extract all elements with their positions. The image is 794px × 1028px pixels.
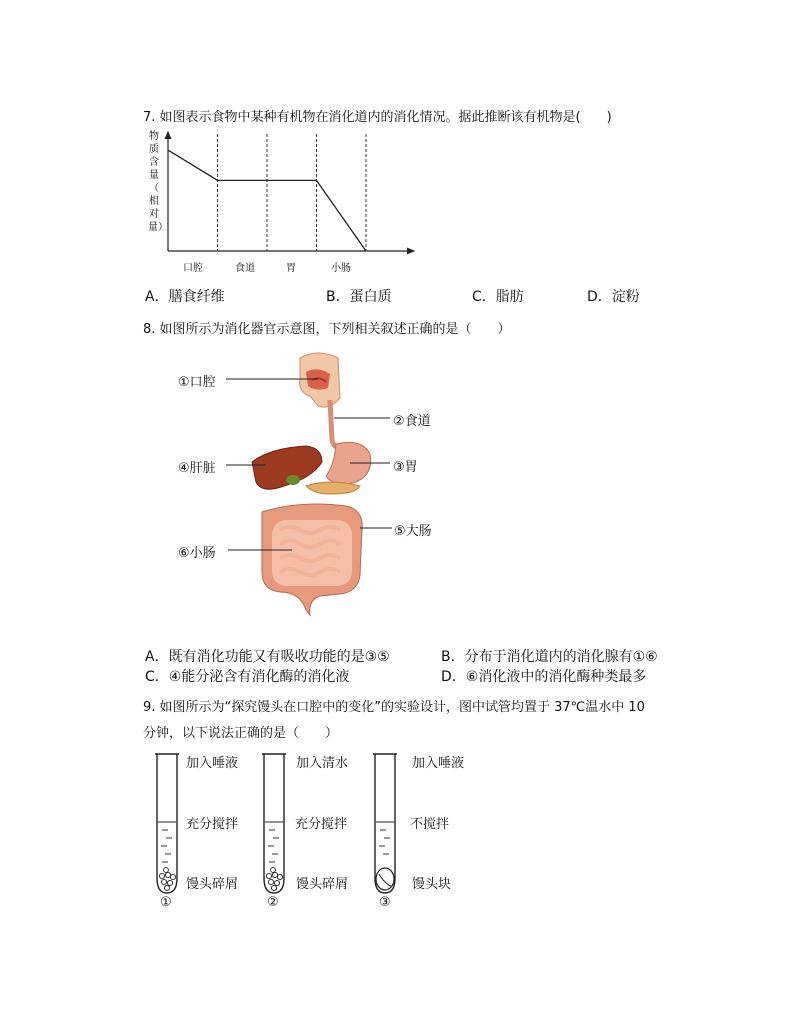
q8-stem: 8. 如图所示为消化器官示意图，下列相关叙述正确的是（ ）: [143, 322, 511, 337]
q9-stem-line2: 分钟，以下说法正确的是（ ）: [143, 726, 339, 741]
label-esophagus: ②食道: [393, 414, 431, 429]
q9-stem-line1: 9. 如图所示为“探究馒头在口腔中的变化”的实验设计，图中试管均置于 37℃温水中 10: [143, 700, 645, 715]
ylabel-char: 物: [149, 131, 159, 142]
q8-option-b[interactable]: B．分布于消化道内的消化腺有①⑥: [441, 649, 658, 665]
ylabel-char: 含: [149, 157, 159, 168]
ylabel-char: 量）: [148, 222, 168, 233]
label-mouth: ①口腔: [178, 375, 216, 390]
tube3-content-label: 馒头块: [412, 877, 452, 892]
label-liver: ④肝脏: [178, 461, 216, 476]
ylabel-char: 相: [149, 196, 159, 207]
q7-option-a[interactable]: A．膳食纤维: [145, 289, 225, 305]
q7-stem: 7. 如图表示食物中某种有机物在消化道内的消化情况。据此推断该有机物是( ): [143, 110, 612, 125]
tube2-content-label: 馒头碎屑: [296, 877, 349, 892]
ylabel-char: 质: [149, 144, 159, 155]
q7-option-c[interactable]: C．脂肪: [472, 289, 524, 305]
tube2-add-label: 加入清水: [296, 756, 349, 771]
test-tube-3: [373, 754, 397, 893]
q8-option-c[interactable]: C．④能分泌含有消化酶的消化液: [145, 669, 350, 685]
tube3-stir-label: 不搅拌: [410, 817, 450, 832]
q7-option-d[interactable]: D．淀粉: [587, 289, 640, 305]
ylabel-char: 对: [149, 209, 159, 220]
ylabel-char: （: [149, 183, 159, 194]
tube1-stir-label: 充分搅拌: [186, 817, 239, 832]
label-large-intestine: ⑤大肠: [394, 524, 432, 539]
tube1-add-label: 加入唾液: [186, 756, 239, 771]
q8-option-a[interactable]: A．既有消化功能又有吸收功能的是③⑤: [145, 649, 390, 665]
tube1-number: ①: [160, 895, 172, 910]
x-tick-mouth: 口腔: [183, 263, 203, 274]
tube2-number: ②: [267, 895, 279, 910]
test-tube-2: [262, 754, 286, 893]
x-tick-esophagus: 食道: [235, 263, 255, 274]
x-tick-small-intestine: 小肠: [331, 263, 351, 274]
label-small-intestine: ⑥小肠: [178, 546, 216, 561]
tube3-add-label: 加入唾液: [412, 756, 465, 771]
tube1-content-label: 馒头碎屑: [186, 877, 239, 892]
ylabel-char: 量: [149, 170, 159, 181]
tube2-stir-label: 充分搅拌: [295, 817, 348, 832]
tube3-number: ③: [379, 895, 391, 910]
q8-option-d[interactable]: D．⑥消化液中的消化酶种类最多: [441, 669, 647, 685]
x-tick-stomach: 胃: [286, 263, 296, 274]
label-stomach: ③胃: [393, 460, 418, 475]
test-tube-1: [155, 754, 179, 893]
q7-option-b[interactable]: B．蛋白质: [326, 289, 392, 305]
